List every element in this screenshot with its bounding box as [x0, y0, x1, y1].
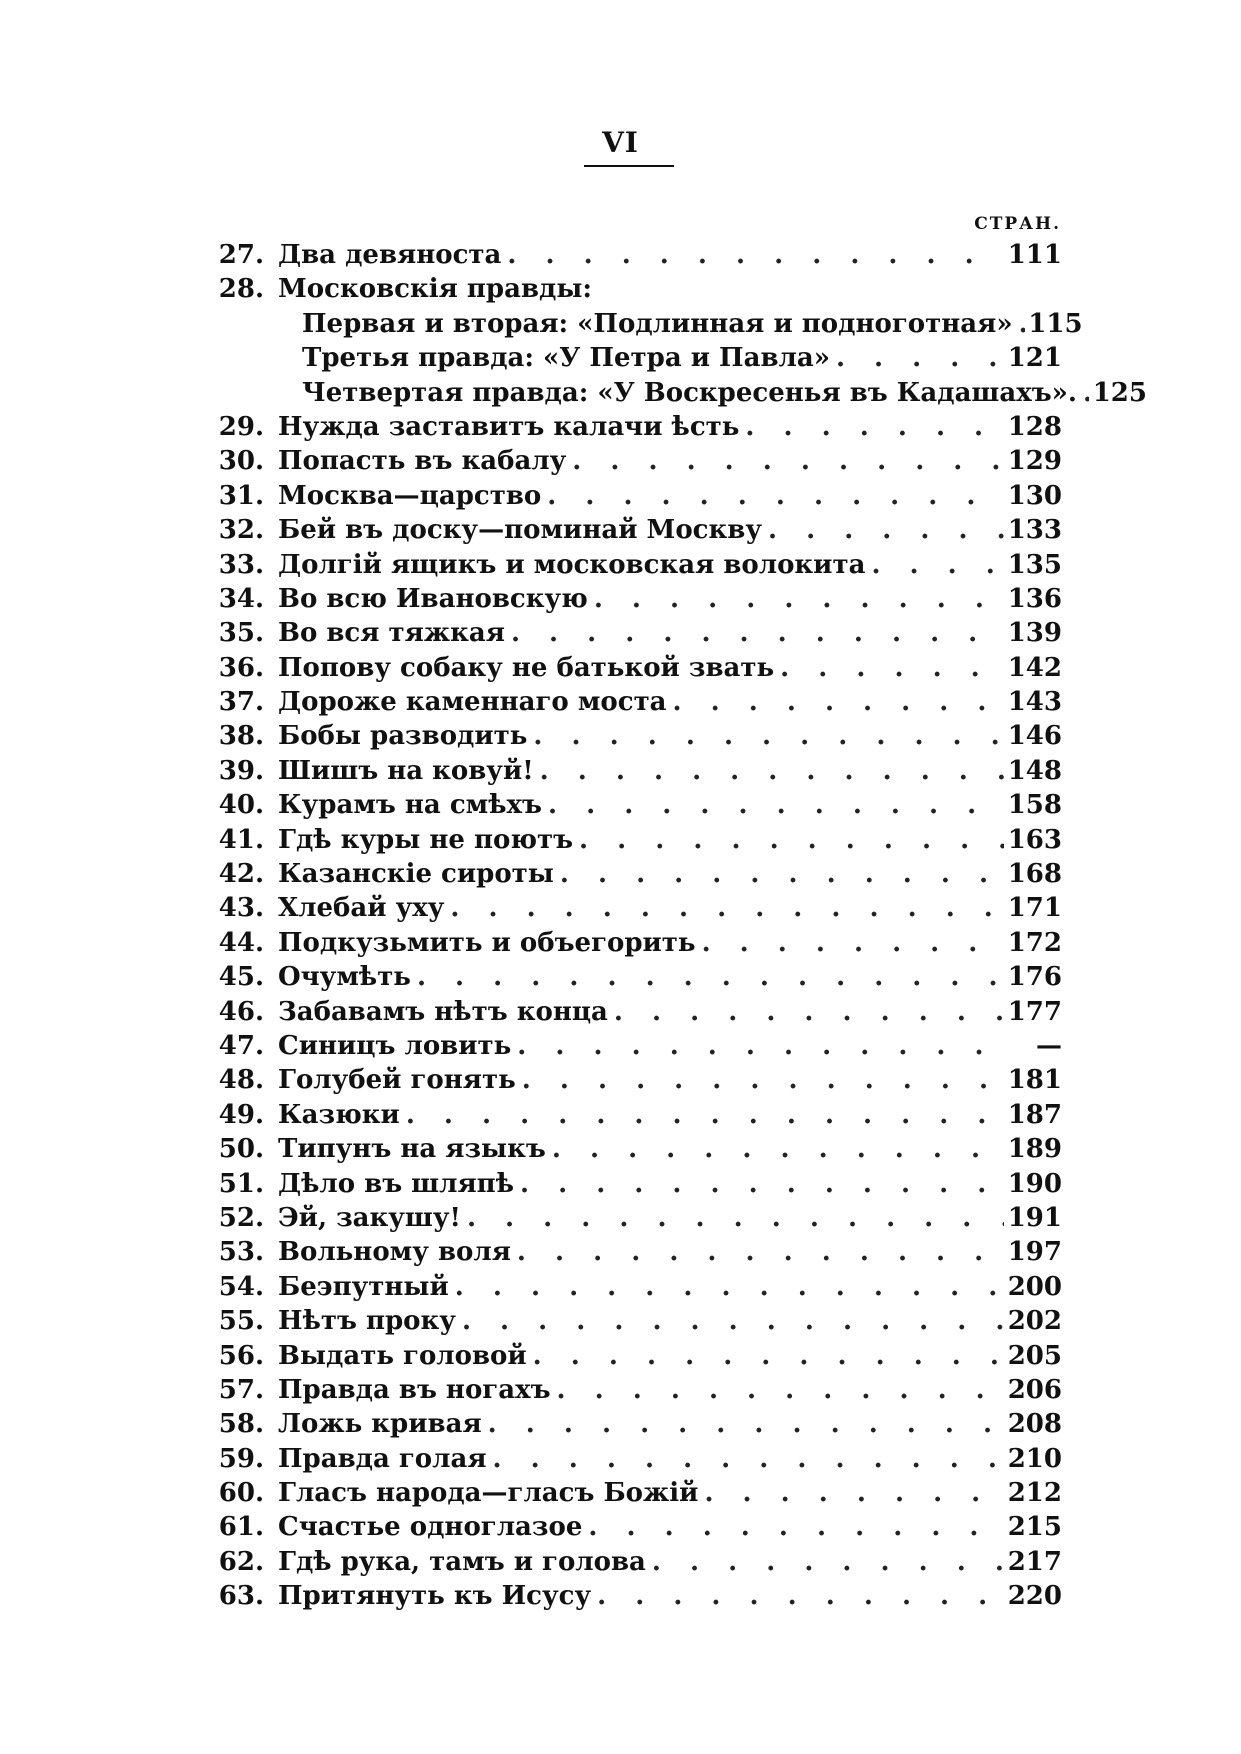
toc-entry [200, 1339, 1062, 1373]
dot-leader [411, 960, 1004, 994]
dot-leader [482, 1407, 1004, 1441]
toc-entry [200, 857, 1062, 891]
toc-entry-number: 47. [218, 1030, 264, 1061]
dot-leader [444, 891, 1004, 925]
toc-entry-number: 49. [218, 1099, 264, 1130]
toc-entry-page: 187 [1007, 1099, 1062, 1130]
dot-leader [501, 238, 1004, 272]
toc-entry-page: 133 [1007, 515, 1062, 546]
dot-leader [566, 444, 1004, 478]
toc-entry-title: Счастье одноглазое [278, 1512, 583, 1543]
toc-entry-number: 41. [218, 824, 264, 855]
toc-entry-number: 46. [218, 996, 264, 1027]
toc-entry [200, 1545, 1062, 1579]
toc-entry-title: Попасть въ кабалу [278, 446, 567, 477]
toc-entry [200, 1373, 1062, 1407]
toc-entry-title: Долгій ящикъ и московская волокита [278, 549, 866, 580]
toc-entry-page: 176 [1007, 962, 1062, 993]
toc-entry-number: 51. [218, 1168, 264, 1199]
toc-entry [200, 719, 1062, 753]
dot-leader [646, 1545, 1004, 1579]
toc-entry-title: Эй, закушу! [278, 1202, 461, 1233]
toc-entry-page: 135 [1007, 549, 1062, 580]
toc-entry-page: 121 [1007, 343, 1062, 374]
table-of-contents [200, 238, 1147, 1614]
dot-leader [1013, 307, 1025, 341]
toc-entry-title: Бобы разводить [278, 721, 528, 752]
toc-entry-page: 171 [1007, 893, 1062, 924]
page-number: VI [602, 126, 639, 159]
toc-entry [200, 410, 1062, 444]
toc-entry-title: Забавамъ нѣтъ конца [278, 996, 608, 1027]
toc-entry-number: 36. [218, 652, 264, 683]
toc-entry-title: Беэпутный [278, 1271, 449, 1302]
toc-entry-title: Вольному воля [278, 1237, 511, 1268]
dot-leader [696, 926, 1004, 960]
toc-entry [200, 685, 1062, 719]
toc-entry [200, 926, 1062, 960]
toc-entry [200, 1510, 1062, 1544]
toc-entry-page: 177 [1007, 996, 1062, 1027]
toc-entry-number: 60. [218, 1478, 264, 1509]
toc-entry-page: — [1036, 1030, 1062, 1061]
toc-entry-number: 35. [218, 618, 264, 649]
toc-entry-number: 27. [218, 240, 264, 270]
dot-leader [514, 1167, 1004, 1201]
toc-entry-page: 205 [1007, 1340, 1062, 1371]
dot-leader [461, 1201, 1004, 1235]
toc-entry [200, 616, 1062, 650]
dot-leader [546, 1132, 1004, 1166]
toc-entry-title: Правда голая [278, 1443, 487, 1474]
toc-entry-number: 58. [218, 1409, 264, 1440]
dot-leader [456, 1304, 1004, 1338]
dot-leader [554, 857, 1004, 891]
toc-entry-number: 45. [218, 962, 264, 993]
toc-entry-title: Первая и вторая: «Подлинная и подноготная» [302, 308, 1013, 339]
toc-entry-page: 130 [1007, 480, 1062, 511]
toc-entry-title: Гдѣ куры не поютъ [278, 824, 574, 855]
toc-entry-number: 52. [218, 1202, 264, 1233]
dot-leader [541, 479, 1004, 513]
toc-entry-title: Четвертая правда: «У Воскресенья въ Кадашахъ». [302, 377, 1077, 408]
toc-entry-title: Правда въ ногахъ [278, 1374, 551, 1405]
toc-entry [200, 1235, 1062, 1269]
toc-entry [200, 1167, 1062, 1201]
toc-entry-title: Курамъ на смѣхъ [278, 790, 542, 821]
dot-leader [511, 1235, 1004, 1269]
toc-entry-title: Третья правда: «У Петра и Павла» [302, 343, 830, 374]
toc-entry-page: 168 [1007, 859, 1062, 890]
dot-leader [542, 788, 1004, 822]
toc-entry-page: 129 [1007, 446, 1062, 477]
toc-entry-number: 38. [218, 721, 264, 752]
toc-entry-number: 56. [218, 1340, 264, 1371]
toc-entry-page: 181 [1007, 1065, 1062, 1096]
toc-entry-number: 40. [218, 790, 264, 821]
dot-leader [865, 548, 1004, 582]
dot-leader [516, 1063, 1004, 1097]
toc-entry-page: 197 [1007, 1237, 1062, 1268]
toc-entry-page: 215 [1007, 1512, 1062, 1543]
toc-entry-page: 111 [1007, 240, 1062, 270]
toc-entry-number: 57. [218, 1374, 264, 1405]
dot-leader [739, 410, 1004, 444]
toc-entry-page: 208 [1007, 1409, 1062, 1440]
toc-entry-number: 39. [218, 755, 264, 786]
toc-entry-title: Типунъ на языкъ [278, 1134, 546, 1165]
toc-entry [200, 479, 1062, 513]
dot-leader [527, 719, 1004, 753]
toc-entry-title: Два девяноста [278, 240, 502, 270]
toc-entry [200, 341, 1062, 375]
toc-entry [200, 1442, 1062, 1476]
toc-entry [200, 272, 1062, 306]
toc-entry-page: 212 [1007, 1478, 1062, 1509]
toc-entry-title: Хлебай уху [278, 893, 445, 924]
toc-entry-number: 61. [218, 1512, 264, 1543]
toc-entry [200, 1029, 1062, 1063]
dot-leader [400, 1098, 1004, 1132]
toc-entry [200, 1132, 1062, 1166]
dot-leader [505, 616, 1004, 650]
toc-entry [200, 1270, 1062, 1304]
toc-entry-number: 31. [218, 480, 264, 511]
dot-leader [487, 1442, 1004, 1476]
dot-leader [582, 1510, 1004, 1544]
toc-entry [200, 582, 1062, 616]
toc-entry-number: 32. [218, 515, 264, 546]
dot-leader [534, 754, 1004, 788]
toc-entry-title: Гдѣ рука, тамъ и голова [278, 1546, 646, 1577]
toc-entry [200, 891, 1062, 925]
dot-leader [698, 1476, 1004, 1510]
toc-entry-page: 189 [1007, 1134, 1062, 1165]
header-rule [584, 165, 674, 167]
toc-entry [200, 788, 1062, 822]
toc-entry [200, 1063, 1062, 1097]
toc-entry-number: 37. [218, 687, 264, 718]
toc-entry [200, 1476, 1062, 1510]
toc-entry [200, 307, 1083, 341]
toc-entry-title: Москва—царство [278, 480, 542, 511]
toc-entry-page: 163 [1007, 824, 1062, 855]
toc-entry-number: 43. [218, 893, 264, 924]
toc-entry-number: 33. [218, 549, 264, 580]
dot-leader [551, 1373, 1004, 1407]
toc-entry-title: Во вся тяжкая [278, 618, 505, 649]
toc-entry [200, 238, 1062, 272]
dot-leader [511, 1029, 1004, 1063]
dot-leader [667, 685, 1004, 719]
toc-entry-page: 210 [1007, 1443, 1062, 1474]
toc-entry-page: 202 [1007, 1306, 1062, 1337]
toc-entry-page: 115 [1028, 308, 1083, 339]
toc-entry-title: Во всю Ивановскую [278, 583, 588, 614]
dot-leader [527, 1339, 1004, 1373]
toc-entry [200, 1407, 1062, 1441]
toc-entry-title: Бей въ доску—поминай Москву [278, 515, 762, 546]
toc-entry [200, 995, 1062, 1029]
toc-entry-title: Московскія правды: [278, 274, 592, 305]
toc-entry-page: 128 [1007, 411, 1062, 442]
toc-entry-title: Шишъ на ковуй! [278, 755, 534, 786]
toc-entry-number: 50. [218, 1134, 264, 1165]
toc-entry-page: 146 [1007, 721, 1062, 752]
toc-entry-number: 44. [218, 927, 264, 958]
toc-entry-number: 54. [218, 1271, 264, 1302]
toc-entry-page: 139 [1007, 618, 1062, 649]
toc-entry [200, 960, 1062, 994]
toc-entry-page: 158 [1007, 790, 1062, 821]
dot-leader [573, 823, 1004, 857]
toc-entry [200, 823, 1062, 857]
dot-leader [762, 513, 1004, 547]
toc-entry [200, 651, 1062, 685]
toc-entry-number: 48. [218, 1065, 264, 1096]
toc-entry [200, 1304, 1062, 1338]
dot-leader [830, 341, 1004, 375]
toc-entry-title: Нужда заставитъ калачи ѣсть [278, 411, 740, 442]
dot-leader [774, 651, 1004, 685]
toc-entry-title: Казанскіе сироты [278, 859, 554, 890]
toc-entry-page: 191 [1007, 1202, 1062, 1233]
toc-entry-number: 28. [218, 274, 264, 305]
dot-leader [449, 1270, 1004, 1304]
toc-entry-title: Дѣло въ шляпѣ [278, 1168, 514, 1199]
toc-entry-title: Голубей гонять [278, 1065, 516, 1096]
toc-entry-number: 63. [218, 1581, 264, 1612]
toc-entry-number: 42. [218, 859, 264, 890]
toc-entry-number: 34. [218, 583, 264, 614]
dot-leader [608, 995, 1004, 1029]
toc-entry-title: Дороже каменнаго моста [278, 687, 667, 718]
toc-entry-page: 143 [1007, 687, 1062, 718]
toc-entry-title: Подкузьмить и объегорить [278, 927, 696, 958]
toc-entry-title: Нѣтъ проку [278, 1306, 456, 1337]
dot-leader [591, 1579, 1004, 1613]
toc-entry [200, 1579, 1062, 1613]
toc-entry [200, 444, 1062, 478]
toc-entry [200, 1201, 1062, 1235]
toc-entry [200, 548, 1062, 582]
toc-entry-page: 206 [1007, 1374, 1062, 1405]
toc-entry-title: Выдать головой [278, 1340, 527, 1371]
toc-entry-number: 53. [218, 1237, 264, 1268]
toc-entry-page: 136 [1007, 583, 1062, 614]
toc-entry [200, 754, 1062, 788]
toc-entry-page: 148 [1007, 755, 1062, 786]
toc-entry-title: Ложь кривая [278, 1409, 482, 1440]
toc-entry [200, 513, 1062, 547]
toc-entry-title: Попову собаку не батькой звать [278, 652, 775, 683]
toc-entry-page: 217 [1007, 1546, 1062, 1577]
toc-entry-number: 62. [218, 1546, 264, 1577]
toc-entry-title: Казюки [278, 1099, 400, 1130]
toc-entry-number: 55. [218, 1306, 264, 1337]
toc-entry-number: 59. [218, 1443, 264, 1474]
toc-entry [200, 1098, 1062, 1132]
toc-entry-page: 200 [1007, 1271, 1062, 1302]
toc-entry-page: 172 [1007, 927, 1062, 958]
toc-entry-number: 30. [218, 446, 264, 477]
toc-entry-title: Гласъ народа—гласъ Божій [278, 1478, 699, 1509]
page-column-label: СТРАН. [974, 214, 1061, 234]
toc-entry [200, 376, 1147, 410]
toc-entry-page: 125 [1092, 377, 1147, 408]
toc-entry-page: 190 [1007, 1168, 1062, 1199]
toc-entry-page: 220 [1007, 1581, 1062, 1612]
toc-entry-title: Очумѣть [278, 962, 411, 993]
dot-leader [1077, 376, 1089, 410]
toc-entry-page: 142 [1007, 652, 1062, 683]
dot-leader [588, 582, 1004, 616]
toc-entry-title: Притянуть къ Исусу [278, 1581, 592, 1612]
toc-entry-title: Синицъ ловить [278, 1030, 512, 1061]
toc-entry-number: 29. [218, 411, 264, 442]
